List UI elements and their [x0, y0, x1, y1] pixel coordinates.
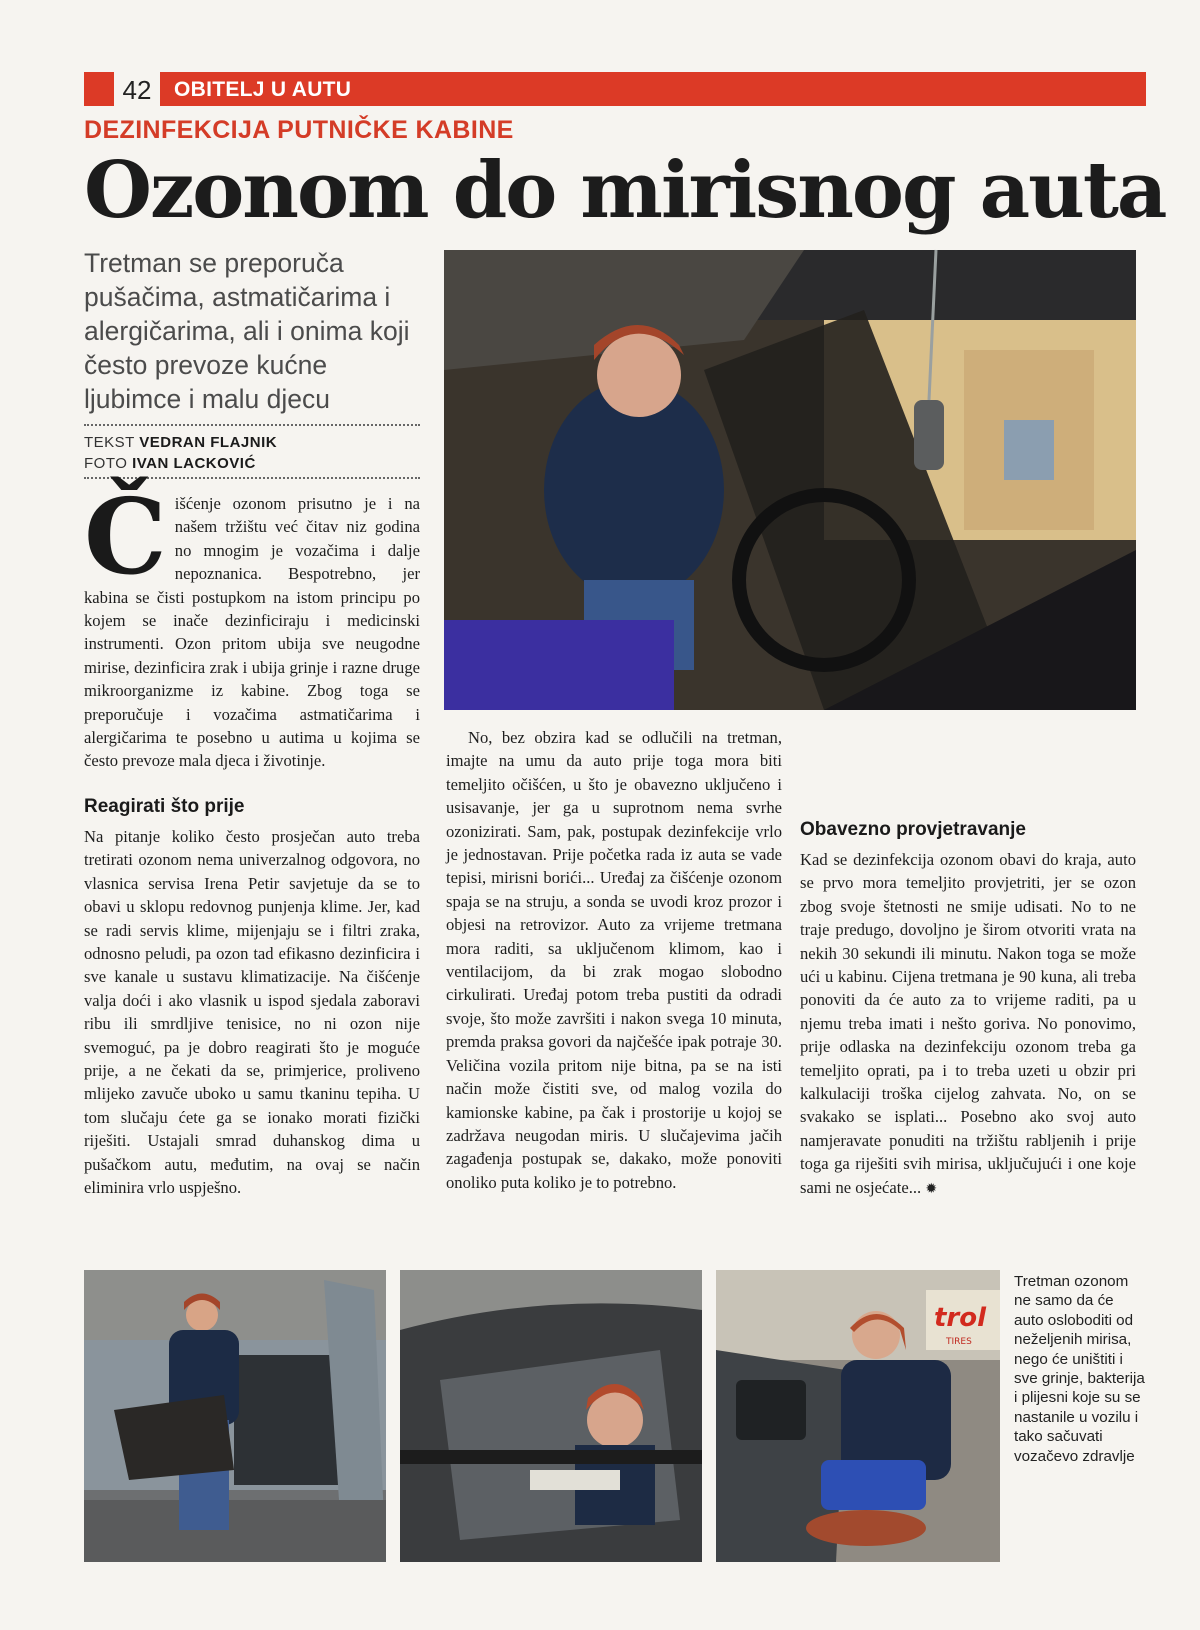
article-column-1	[84, 475, 420, 1197]
deck: Tretman se preporuča pušačima, astmatičarima i alergičarima, ali i onima koji često prevoze kućne ljubimce i malu djecu	[84, 248, 410, 414]
end-mark: ✹	[925, 1181, 938, 1197]
subhead-reagirati: Reagirati što prije	[84, 795, 245, 817]
sign-sub: TIRES	[946, 1337, 972, 1347]
photo-label: FOTO	[84, 455, 128, 472]
section-bar	[84, 72, 1146, 106]
article-column-2	[446, 726, 782, 1266]
paragraph-4	[800, 848, 1136, 1276]
headline: Ozonom do mirisnog auta	[84, 145, 1166, 236]
paragraph-4-text: Kad se dezinfekcija ozonom obavi do kraja, auto se prvo mora temeljito provjetriti, jer se ozon zbog svoje štetnosti ne smije udisati. No to ne traje predugo, dovoljno je širom otvoriti vrata na nekih 30 sekundi ili minutu. Nakon toga se može ući u kabinu. Cijena tretmana je 90 kuna, ali treba ponoviti da će auto za to vrijeme raditi, pa u njemu treba imati i nešto goriva. No ponovimo, prije odlaska na dezinfekciju ozonom treba ga temeljito oprati, pa i to treba uzeti u obzir pri kalkulaciji troška cijelog zahvata. No, on se svakako se isplati... Posebno ako svoj auto namjeravate ponuditi na tržištu rabljenih i prije toga ga riješiti svih mirisa, uključujući i one koje sami ne osjećate...	[800, 850, 1136, 1197]
lead-paragraph: išćenje ozonom prisutno je i na našem tržištu već čitav niz godina no mnogim je vozačima i dalje nepoznanica. Bespotrebno, jer kabina se čisti postupkom na istom principu po kojem se inače dezinficiraju i medicinski instrumenti. Ozon pritom ubija sve neugodne mirise, dezinficira zrak i ubija grinje i razne druge mikroorganizme iz kabine. Zbog toga se preporučuje i vozačima astmatičarima i alergičarima te posebno u autima u kojima se često prevoze mala djeca i životinje.	[84, 494, 420, 771]
photo-ozone-device	[716, 1270, 1000, 1562]
credits	[84, 432, 277, 474]
photo-caption: Tretman ozonom ne samo da će auto osloboditi od neželjenih mirisa, nego će uništiti i sve grinje, bakterija i plijesni koje su se nastanile u vozilu i tako sačuvati vozačevo zdravlje	[1014, 1273, 1145, 1465]
photo-floor-mat	[84, 1270, 386, 1562]
sign-text: trol	[934, 1303, 987, 1333]
photo-author: IVAN LACKOVIĆ	[132, 455, 256, 472]
section-title: OBITELJ U AUTU	[174, 78, 352, 101]
text-author: VEDRAN FLAJNIK	[139, 434, 278, 451]
dropcap: Č	[84, 475, 167, 598]
dotted-divider	[84, 424, 420, 426]
page-number: 42	[114, 72, 160, 106]
paragraph-3: No, bez obzira kad se odlučili na tretman, imajte na umu da auto prije toga mora biti temeljito očišćen, u što je obavezno uključeno i usisavanje, jer ga u suprotnom nema svrhe ozonizirati. Sam, pak, postupak dezinfekcije vrlo je jednostavan. Prije početka rada iz auta se vade tepisi, mirisni borići... Uređaj za čišćenje ozonom spaja se na struju, a sonda se uvodi kroz prozor i objesi na retrovizor. Auto za vrijeme tretmana mora raditi, sa uključenom klimom, kao i ventilacijom, da bi zrak mogao slobodno cirkulirati. Uređaj potom treba pustiti da odradi svoje, što može završiti i nakon svega 10 minuta, premda praksa govori da najčešće ipak potraje 30. Veličina vozila pritom nije bitna, pa se na isti način može čistiti sve, od malog vozila do kamionske kabine, pa čak i prostorije u kojoj se zadržava neugodan miris. U slučajevima jačih zagađenja postupak se, dakako, može ponoviti onoliko puta koliko je to potrebno.	[446, 728, 782, 1192]
article-column-3	[800, 726, 1136, 1276]
main-photo	[444, 250, 1136, 710]
paragraph-2: Na pitanje koliko često prosječan auto treba tretirati ozonom nema univerzalnog odgovora, no vlasnica servisa Irena Petir savjetuje da se to obavi u sklopu redovnog punjenja klime. Jer, kad se radi servis klime, mijenjaju se i filtri zraka, odnosno peludi, pa ozon tad efikasno dezinficira i sve kanale u sustavu klimatizacije. Na čišćenje valja doći i ako vlasnik u ispod sjedala zaboravi ribu ili smrdljive tenisice, no ni ozon nije svemoguć, pa je dobro reagirati što je moguće prije, a ne čekati da se, primjerice, proliveno mlijeko zavuče uboko u samu tkaninu tepiha. U tom slučaju ćete ga se ionako morati fizički riješiti. Ustajali smrad duhanskog dima u pušačkom autu, međutim, na ovaj se način eliminira vrlo uspješno.	[84, 826, 420, 1197]
subhead-provjetravanje: Obavezno provjetravanje	[800, 819, 1026, 840]
kicker: DEZINFEKCIJA PUTNIČKE KABINE	[84, 116, 514, 144]
photo-window-probe	[400, 1270, 702, 1562]
text-label: TEKST	[84, 434, 135, 451]
